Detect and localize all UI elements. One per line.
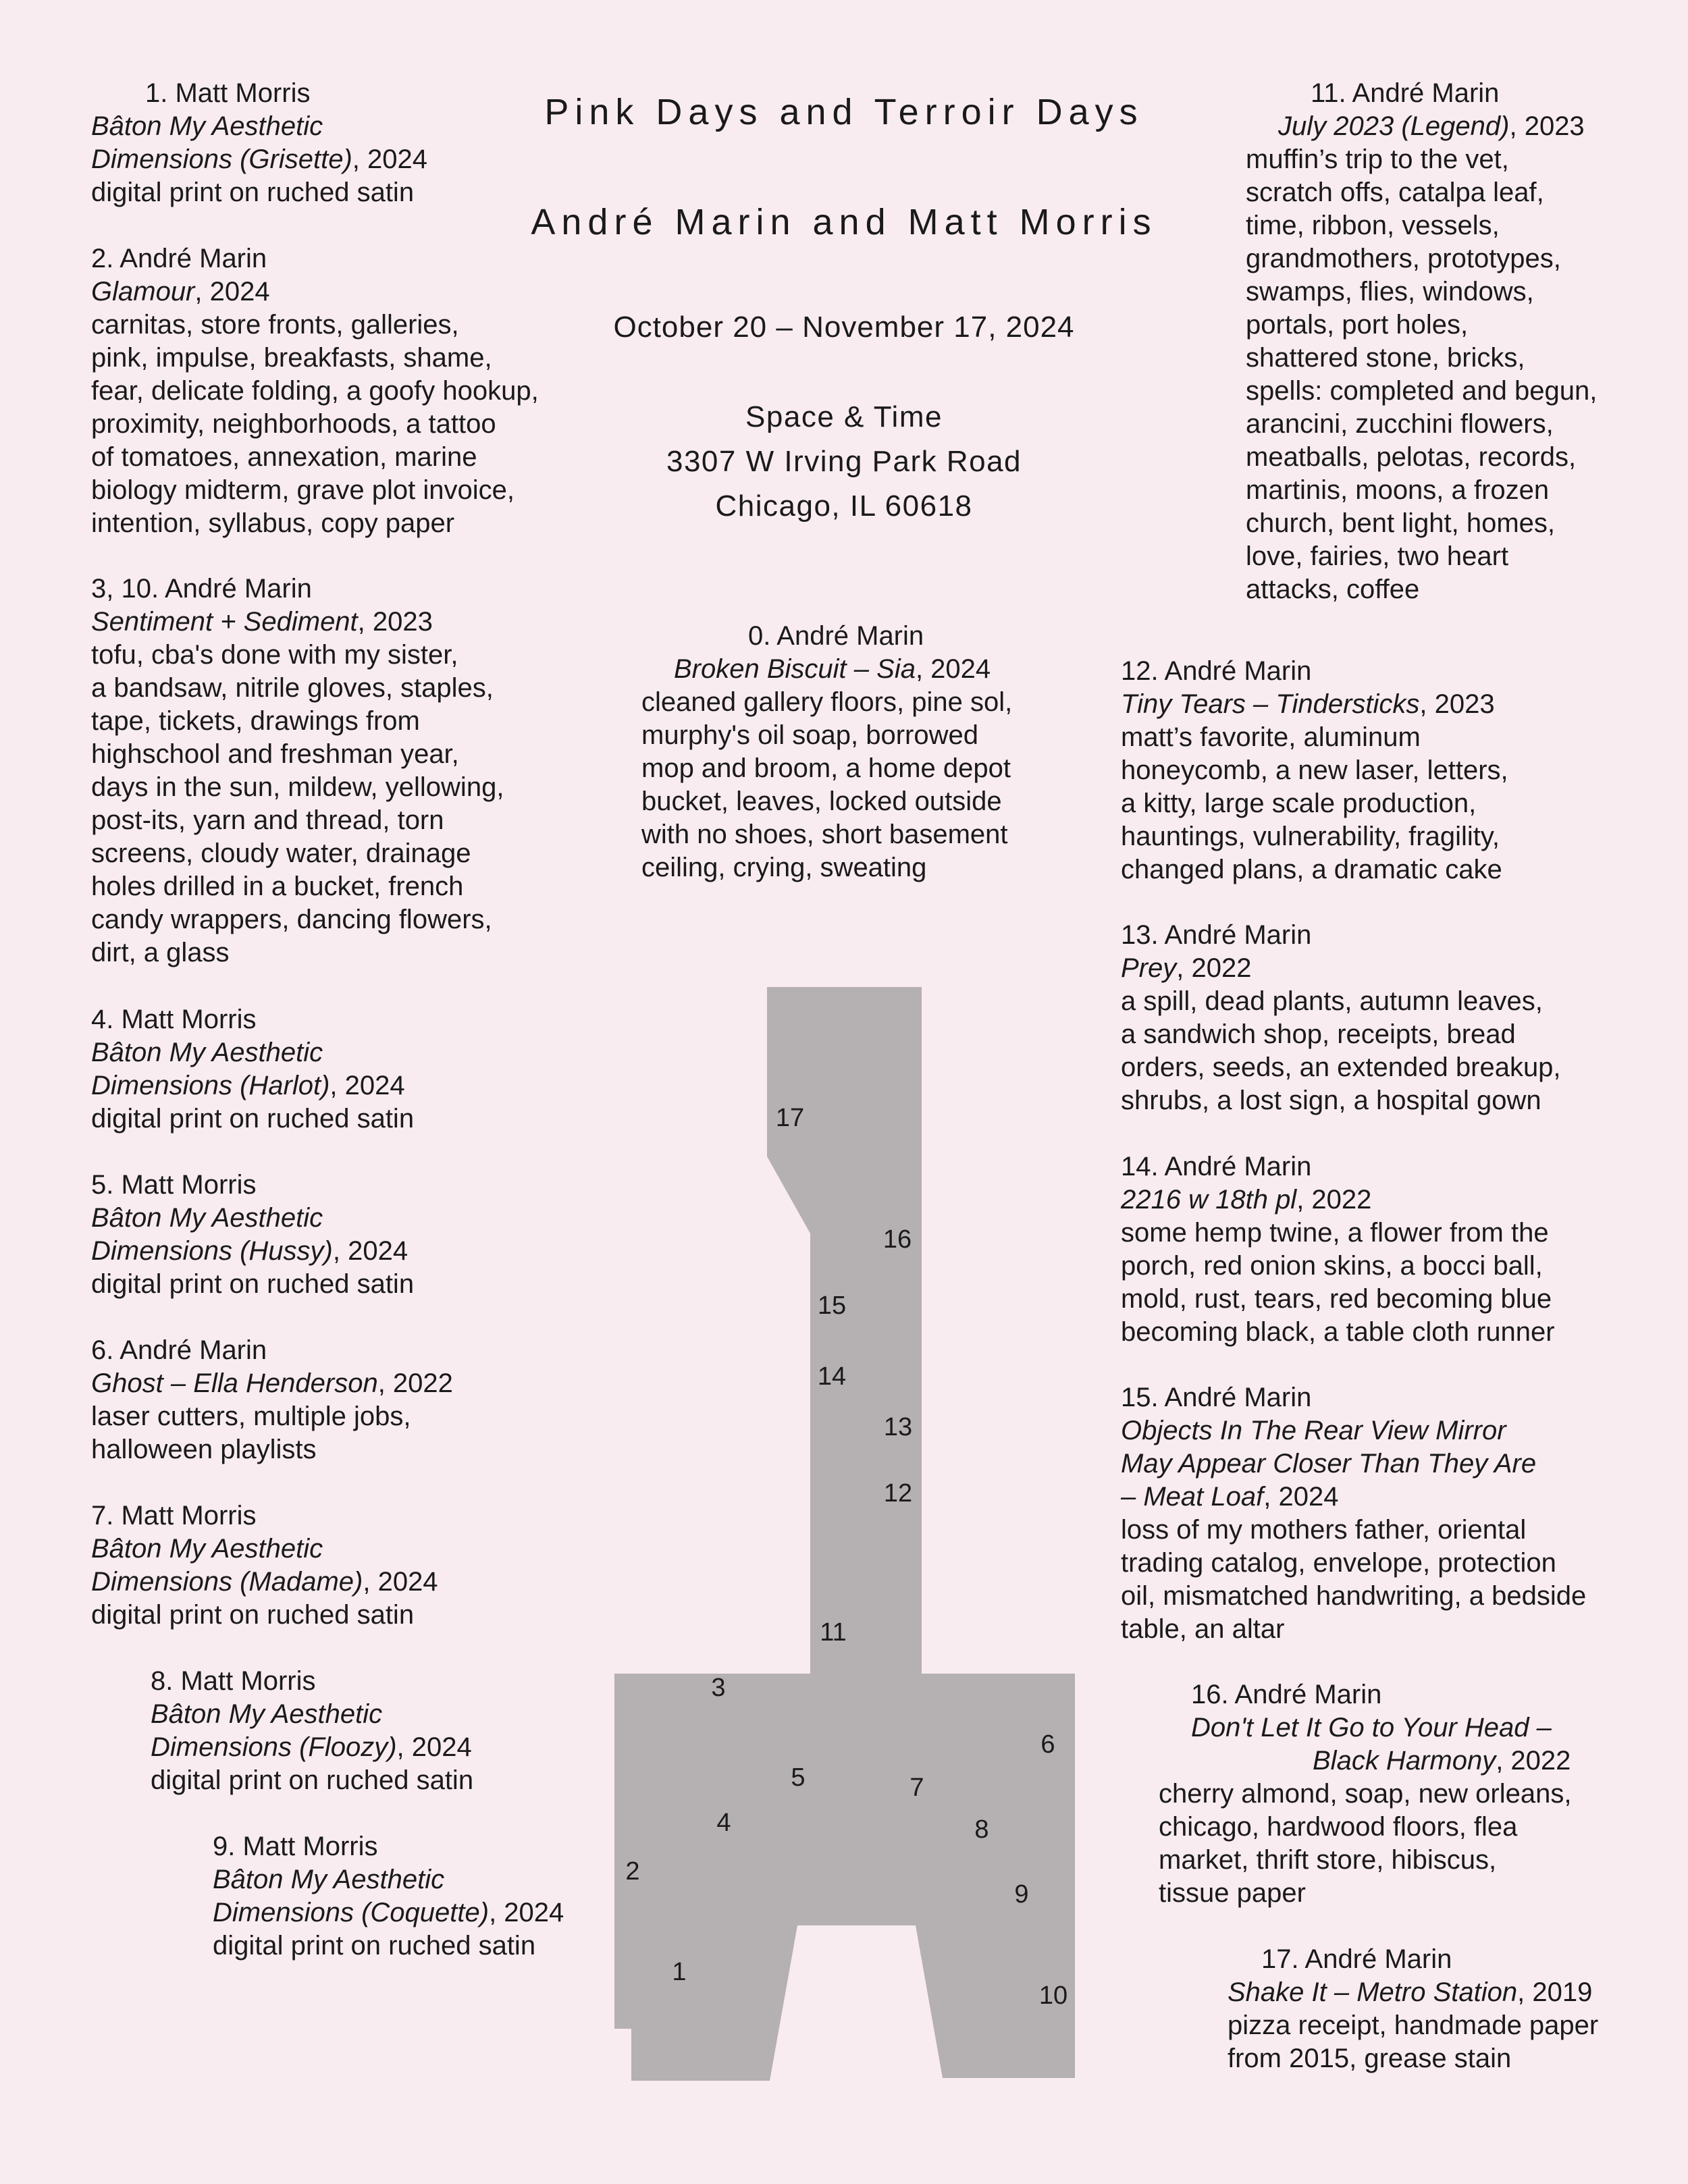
work-line: scratch offs, catalpa leaf, bbox=[1246, 178, 1544, 207]
floor-label-16: 16 bbox=[882, 1225, 912, 1254]
work-year: , 2024 bbox=[489, 1898, 564, 1927]
work-title: July 2023 (Legend) bbox=[1278, 111, 1510, 141]
work-line: screens, cloudy water, drainage bbox=[91, 838, 471, 868]
work-title-cont: Dimensions (Coquette) bbox=[213, 1898, 490, 1927]
work-line: post-its, yarn and thread, torn bbox=[91, 805, 444, 835]
artists-line: André Marin and Matt Morris bbox=[531, 202, 1157, 242]
work-line: porch, red onion skins, a bocci ball, bbox=[1121, 1251, 1543, 1281]
work-line: laser cutters, multiple jobs, bbox=[91, 1402, 411, 1431]
work-line: arancini, zucchini flowers, bbox=[1246, 409, 1554, 439]
work-line: loss of my mothers father, oriental bbox=[1121, 1515, 1527, 1545]
floor-label-8: 8 bbox=[974, 1815, 989, 1844]
work-line: tape, tickets, drawings from bbox=[91, 706, 420, 736]
work-year: , 2022 bbox=[1176, 953, 1252, 983]
work-line: highschool and freshman year, bbox=[91, 739, 459, 769]
work-line: a sandwich shop, receipts, bread bbox=[1121, 1019, 1516, 1049]
work-line: orders, seeds, an extended breakup, bbox=[1121, 1053, 1561, 1082]
work-line: hauntings, vulnerability, fragility, bbox=[1121, 822, 1500, 851]
floor-label-6: 6 bbox=[1040, 1730, 1055, 1759]
floor-label-7: 7 bbox=[909, 1774, 924, 1802]
work-line: grandmothers, prototypes, bbox=[1246, 244, 1561, 273]
work-title-cont: Dimensions (Hussy) bbox=[91, 1236, 333, 1266]
work-line: cherry almond, soap, new orleans, bbox=[1159, 1779, 1572, 1809]
floor-plan-shape bbox=[614, 987, 1075, 2081]
venue-street: 3307 W Irving Park Road bbox=[666, 445, 1022, 478]
work-line: becoming black, a table cloth runner bbox=[1121, 1317, 1555, 1347]
work-line: attacks, coffee bbox=[1246, 575, 1420, 604]
work-heading: 15. André Marin bbox=[1121, 1383, 1312, 1412]
work-heading: 4. Matt Morris bbox=[91, 1005, 257, 1034]
work-line: bucket, leaves, locked outside bbox=[641, 787, 1002, 816]
work-year: , 2023 bbox=[357, 607, 433, 637]
work-line: table, an altar bbox=[1121, 1614, 1285, 1644]
work-line: candy wrappers, dancing flowers, bbox=[91, 905, 492, 934]
work-title-cont: Black Harmony bbox=[1313, 1746, 1496, 1776]
work-title: Don't Let It Go to Your Head – bbox=[1191, 1713, 1552, 1742]
work-year: , 2024 bbox=[194, 277, 270, 307]
work-year: , 2024 bbox=[332, 1236, 408, 1266]
work-line: tissue paper bbox=[1159, 1878, 1306, 1908]
work-heading: 0. André Marin bbox=[748, 621, 924, 651]
work-heading: 13. André Marin bbox=[1121, 920, 1312, 950]
work-line: martinis, moons, a frozen bbox=[1246, 475, 1550, 505]
work-line: days in the sun, mildew, yellowing, bbox=[91, 772, 504, 802]
work-line: dirt, a glass bbox=[91, 938, 230, 967]
work-line: a spill, dead plants, autumn leaves, bbox=[1121, 986, 1543, 1016]
work-heading: 2. André Marin bbox=[91, 244, 267, 273]
work-title: Bâton My Aesthetic bbox=[91, 111, 323, 141]
work-line: market, thrift store, hibiscus, bbox=[1159, 1845, 1497, 1875]
work-line: honeycomb, a new laser, letters, bbox=[1121, 755, 1508, 785]
work-title: Ghost – Ella Henderson bbox=[91, 1368, 378, 1398]
work-title-cont: May Appear Closer Than They Are bbox=[1121, 1449, 1537, 1479]
work-heading: 6. André Marin bbox=[91, 1335, 267, 1365]
work-line: muffin’s trip to the vet, bbox=[1246, 144, 1509, 174]
work-title-cont: Dimensions (Madame) bbox=[91, 1567, 363, 1597]
work-line: swamps, flies, windows, bbox=[1246, 277, 1534, 307]
exhibition-dates: October 20 – November 17, 2024 bbox=[613, 311, 1075, 344]
floor-label-3: 3 bbox=[711, 1674, 726, 1702]
work-line: cleaned gallery floors, pine sol, bbox=[641, 687, 1013, 717]
floor-label-10: 10 bbox=[1038, 1981, 1068, 2010]
work-year: , 2024 bbox=[1263, 1482, 1339, 1512]
work-line: digital print on ruched satin bbox=[151, 1765, 474, 1795]
work-year: , 2022 bbox=[1496, 1746, 1571, 1776]
work-title: Broken Biscuit – Sia bbox=[674, 654, 916, 684]
work-line: changed plans, a dramatic cake bbox=[1121, 855, 1502, 884]
work-heading: 9. Matt Morris bbox=[213, 1832, 378, 1861]
work-line: spells: completed and begun, bbox=[1246, 376, 1598, 406]
work-line: mold, rust, tears, red becoming blue bbox=[1121, 1284, 1552, 1314]
work-line: fear, delicate folding, a goofy hookup, bbox=[91, 376, 539, 406]
work-year: , 2022 bbox=[1296, 1185, 1372, 1215]
work-line: trading catalog, envelope, protection bbox=[1121, 1548, 1556, 1578]
work-line: portals, port holes, bbox=[1246, 310, 1469, 340]
work-heading: 5. Matt Morris bbox=[91, 1170, 257, 1200]
floor-label-15: 15 bbox=[817, 1291, 847, 1320]
work-heading: 17. André Marin bbox=[1261, 1944, 1452, 1974]
work-line: digital print on ruched satin bbox=[91, 178, 415, 207]
floor-label-1: 1 bbox=[672, 1958, 687, 1986]
work-year: , 2024 bbox=[396, 1732, 472, 1762]
floor-label-4: 4 bbox=[716, 1809, 731, 1837]
work-line: murphy's oil soap, borrowed bbox=[641, 720, 978, 750]
work-heading: 8. Matt Morris bbox=[151, 1666, 316, 1696]
work-title: Bâton My Aesthetic bbox=[213, 1865, 445, 1894]
floor-label-12: 12 bbox=[883, 1479, 913, 1508]
work-line: ceiling, crying, sweating bbox=[641, 853, 927, 882]
work-line: digital print on ruched satin bbox=[91, 1600, 415, 1630]
work-heading: 12. André Marin bbox=[1121, 656, 1312, 686]
work-year: , 2024 bbox=[915, 654, 991, 684]
work-year: , 2023 bbox=[1509, 111, 1585, 141]
floor-label-14: 14 bbox=[817, 1362, 847, 1391]
work-title: Objects In The Rear View Mirror bbox=[1121, 1416, 1506, 1445]
work-heading: 1. Matt Morris bbox=[145, 78, 311, 108]
work-heading: 3, 10. André Marin bbox=[91, 574, 312, 604]
work-title: Tiny Tears – Tindersticks bbox=[1121, 689, 1420, 719]
work-line: church, bent light, homes, bbox=[1246, 508, 1556, 538]
floor-label-11: 11 bbox=[820, 1618, 847, 1647]
floor-label-9: 9 bbox=[1014, 1880, 1029, 1909]
work-line: pink, impulse, breakfasts, shame, bbox=[91, 343, 492, 373]
work-line: a bandsaw, nitrile gloves, staples, bbox=[91, 673, 494, 703]
work-heading: 11. André Marin bbox=[1311, 78, 1500, 108]
floor-label-2: 2 bbox=[625, 1857, 640, 1886]
work-title: Sentiment + Sediment bbox=[91, 607, 358, 637]
work-line: oil, mismatched handwriting, a bedside bbox=[1121, 1581, 1587, 1611]
work-line: biology midterm, grave plot invoice, bbox=[91, 475, 515, 505]
work-line: with no shoes, short basement bbox=[641, 820, 1008, 849]
work-title-cont: Dimensions (Harlot) bbox=[91, 1071, 330, 1100]
work-line: some hemp twine, a flower from the bbox=[1121, 1218, 1549, 1248]
work-line: mop and broom, a home depot bbox=[641, 753, 1011, 783]
work-line: love, fairies, two heart bbox=[1246, 541, 1509, 571]
work-line: a kitty, large scale production, bbox=[1121, 789, 1477, 818]
work-title: Prey bbox=[1121, 953, 1177, 983]
work-year: , 2024 bbox=[329, 1071, 405, 1100]
work-year: , 2024 bbox=[363, 1567, 438, 1597]
work-title-cont: – Meat Loaf bbox=[1121, 1482, 1264, 1512]
work-line: chicago, hardwood floors, flea bbox=[1159, 1812, 1518, 1842]
work-line: time, ribbon, vessels, bbox=[1246, 211, 1500, 240]
work-line: pizza receipt, handmade paper bbox=[1228, 2010, 1599, 2040]
venue-city: Chicago, IL 60618 bbox=[715, 489, 973, 523]
work-line: digital print on ruched satin bbox=[213, 1931, 536, 1961]
work-line: digital print on ruched satin bbox=[91, 1104, 415, 1134]
work-year: , 2023 bbox=[1419, 689, 1495, 719]
work-title: 2216 w 18th pl bbox=[1121, 1185, 1297, 1215]
work-title: Glamour bbox=[91, 277, 195, 307]
work-line: halloween playlists bbox=[91, 1435, 317, 1464]
work-title: Shake It – Metro Station bbox=[1228, 1977, 1518, 2007]
work-line: proximity, neighborhoods, a tattoo bbox=[91, 409, 496, 439]
venue-name: Space & Time bbox=[745, 400, 943, 433]
exhibition-title: Pink Days and Terroir Days bbox=[544, 92, 1144, 132]
work-line: tofu, cba's done with my sister, bbox=[91, 640, 458, 670]
work-heading: 16. André Marin bbox=[1191, 1680, 1382, 1709]
work-line: shrubs, a lost sign, a hospital gown bbox=[1121, 1086, 1541, 1115]
work-heading: 7. Matt Morris bbox=[91, 1501, 257, 1530]
work-heading: 14. André Marin bbox=[1121, 1152, 1312, 1181]
work-line: intention, syllabus, copy paper bbox=[91, 508, 455, 538]
floor-label-13: 13 bbox=[883, 1413, 913, 1441]
work-year: , 2019 bbox=[1517, 1977, 1593, 2007]
work-line: of tomatoes, annexation, marine bbox=[91, 442, 477, 472]
work-line: from 2015, grease stain bbox=[1228, 2044, 1512, 2073]
floor-label-5: 5 bbox=[791, 1763, 806, 1792]
work-year: , 2024 bbox=[352, 144, 427, 174]
work-line: meatballs, pelotas, records, bbox=[1246, 442, 1577, 472]
floor-label-17: 17 bbox=[775, 1104, 805, 1132]
work-title: Bâton My Aesthetic bbox=[151, 1699, 383, 1729]
work-title: Bâton My Aesthetic bbox=[91, 1038, 323, 1067]
work-line: shattered stone, bricks, bbox=[1246, 343, 1525, 373]
work-title: Bâton My Aesthetic bbox=[91, 1534, 323, 1564]
work-title: Bâton My Aesthetic bbox=[91, 1203, 323, 1233]
work-year: , 2022 bbox=[377, 1368, 453, 1398]
work-line: carnitas, store fronts, galleries, bbox=[91, 310, 459, 340]
work-line: matt’s favorite, aluminum bbox=[1121, 722, 1421, 752]
work-title-cont: Dimensions (Floozy) bbox=[151, 1732, 397, 1762]
work-title-cont: Dimensions (Grisette) bbox=[91, 144, 352, 174]
work-line: digital print on ruched satin bbox=[91, 1269, 415, 1299]
work-line: holes drilled in a bucket, french bbox=[91, 872, 464, 901]
